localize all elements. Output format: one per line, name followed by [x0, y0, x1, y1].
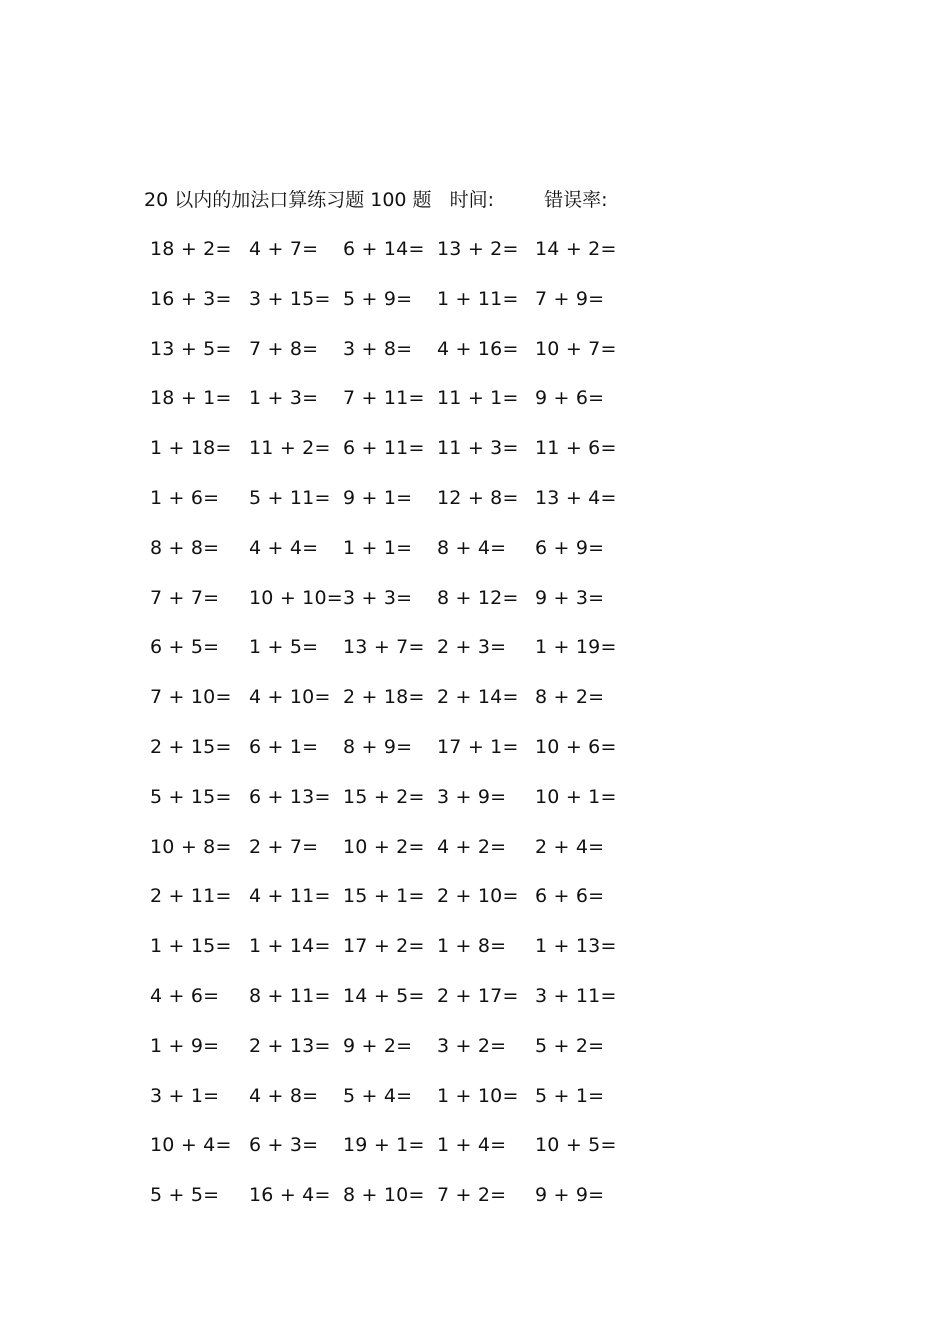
problem-item: 4 + 2=: [437, 835, 507, 858]
problem-item: 2 + 10=: [437, 885, 519, 908]
problem-item: 7 + 9=: [535, 287, 605, 310]
problem-item: 8 + 9=: [343, 735, 413, 758]
problem-item: 11 + 1=: [437, 387, 519, 410]
problem-item: 6 + 11=: [343, 437, 425, 460]
problem-item: 6 + 13=: [249, 785, 331, 808]
problem-item: 12 + 8=: [437, 486, 519, 509]
problem-item: 1 + 9=: [150, 1034, 220, 1057]
problem-item: 9 + 9=: [535, 1184, 605, 1207]
problem-item: 2 + 14=: [437, 686, 519, 709]
problem-item: 15 + 1=: [343, 885, 425, 908]
problem-item: 1 + 11=: [437, 287, 519, 310]
problem-item: 10 + 10=: [249, 586, 343, 609]
problem-item: 2 + 4=: [535, 835, 605, 858]
problem-item: 11 + 2=: [249, 437, 331, 460]
problem-item: 9 + 2=: [343, 1034, 413, 1057]
problem-item: 6 + 3=: [249, 1134, 319, 1157]
problem-item: 4 + 8=: [249, 1084, 319, 1107]
problem-item: 4 + 4=: [249, 536, 319, 559]
problem-item: 10 + 8=: [150, 835, 232, 858]
problem-item: 11 + 6=: [535, 437, 617, 460]
problem-item: 1 + 4=: [437, 1134, 507, 1157]
problem-item: 9 + 6=: [535, 387, 605, 410]
problem-item: 1 + 5=: [249, 636, 319, 659]
problem-item: 1 + 8=: [437, 935, 507, 958]
problem-item: 10 + 6=: [535, 735, 617, 758]
problem-item: 10 + 2=: [343, 835, 425, 858]
problem-item: 9 + 1=: [343, 486, 413, 509]
problem-item: 3 + 1=: [150, 1084, 220, 1107]
problem-item: 4 + 7=: [249, 238, 319, 260]
problem-item: 3 + 15=: [249, 287, 331, 310]
problem-item: 2 + 13=: [249, 1034, 331, 1057]
problem-item: 18 + 2=: [150, 238, 232, 260]
problem-item: 10 + 5=: [535, 1134, 617, 1157]
problem-item: 6 + 14=: [343, 238, 425, 260]
problem-item: 3 + 3=: [343, 586, 413, 609]
problem-item: 8 + 4=: [437, 536, 507, 559]
problem-item: 11 + 3=: [437, 437, 519, 460]
problem-item: 6 + 6=: [535, 885, 605, 908]
problem-item: 2 + 17=: [437, 984, 519, 1007]
problem-item: 3 + 8=: [343, 337, 413, 360]
problem-item: 18 + 1=: [150, 387, 232, 410]
problem-item: 8 + 2=: [535, 686, 605, 709]
problem-item: 13 + 2=: [437, 238, 519, 260]
problem-item: 15 + 2=: [343, 785, 425, 808]
problem-item: 14 + 5=: [343, 984, 425, 1007]
problem-item: 5 + 2=: [535, 1034, 605, 1057]
problem-item: 7 + 2=: [437, 1184, 507, 1207]
problem-item: 16 + 4=: [249, 1184, 331, 1207]
problem-item: 10 + 1=: [535, 785, 617, 808]
problem-item: 5 + 5=: [150, 1184, 220, 1207]
worksheet-header: [144, 186, 607, 214]
problem-item: 3 + 9=: [437, 785, 507, 808]
problem-item: 5 + 9=: [343, 287, 413, 310]
problem-item: 1 + 18=: [150, 437, 232, 460]
problem-item: 4 + 6=: [150, 984, 220, 1007]
problem-item: 2 + 15=: [150, 735, 232, 758]
problem-item: 5 + 4=: [343, 1084, 413, 1107]
problem-item: 6 + 1=: [249, 735, 319, 758]
problem-item: 10 + 7=: [535, 337, 617, 360]
worksheet-title: 20 以内的加法口算练习题 100 题: [144, 189, 432, 211]
problem-item: 2 + 7=: [249, 835, 319, 858]
problem-item: 7 + 8=: [249, 337, 319, 360]
problem-item: 9 + 3=: [535, 586, 605, 609]
problem-item: 10 + 4=: [150, 1134, 232, 1157]
problem-item: 5 + 1=: [535, 1084, 605, 1107]
problem-item: 1 + 10=: [437, 1084, 519, 1107]
problem-item: 1 + 1=: [343, 536, 413, 559]
problem-item: 6 + 5=: [150, 636, 220, 659]
problem-item: 1 + 15=: [150, 935, 232, 958]
problem-item: 1 + 3=: [249, 387, 319, 410]
problem-item: 19 + 1=: [343, 1134, 425, 1157]
problem-item: 7 + 10=: [150, 686, 232, 709]
problem-item: 14 + 2=: [535, 238, 617, 260]
problem-item: 7 + 11=: [343, 387, 425, 410]
problem-item: 1 + 13=: [535, 935, 617, 958]
problem-item: 17 + 2=: [343, 935, 425, 958]
problem-item: 8 + 8=: [150, 536, 220, 559]
problem-item: 5 + 11=: [249, 486, 331, 509]
problem-item: 1 + 19=: [535, 636, 617, 659]
problem-item: 8 + 12=: [437, 586, 519, 609]
problem-item: 2 + 18=: [343, 686, 425, 709]
problem-item: 13 + 7=: [343, 636, 425, 659]
problem-item: 8 + 10=: [343, 1184, 425, 1207]
time-label: 时间:: [449, 189, 495, 211]
problem-item: 13 + 5=: [150, 337, 232, 360]
problem-item: 17 + 1=: [437, 735, 519, 758]
problem-item: 2 + 11=: [150, 885, 232, 908]
problem-item: 8 + 11=: [249, 984, 331, 1007]
problem-item: 2 + 3=: [437, 636, 507, 659]
problem-item: 5 + 15=: [150, 785, 232, 808]
problem-item: 3 + 11=: [535, 984, 617, 1007]
problem-item: 4 + 10=: [249, 686, 331, 709]
problem-item: 1 + 6=: [150, 486, 220, 509]
problem-item: 3 + 2=: [437, 1034, 507, 1057]
error-rate-label: 错误率:: [544, 189, 608, 211]
problem-item: 7 + 7=: [150, 586, 220, 609]
problem-item: 4 + 16=: [437, 337, 519, 360]
problem-item: 16 + 3=: [150, 287, 232, 310]
problem-item: 13 + 4=: [535, 486, 617, 509]
problem-item: 6 + 9=: [535, 536, 605, 559]
problem-item: 4 + 11=: [249, 885, 331, 908]
problem-item: 1 + 14=: [249, 935, 331, 958]
